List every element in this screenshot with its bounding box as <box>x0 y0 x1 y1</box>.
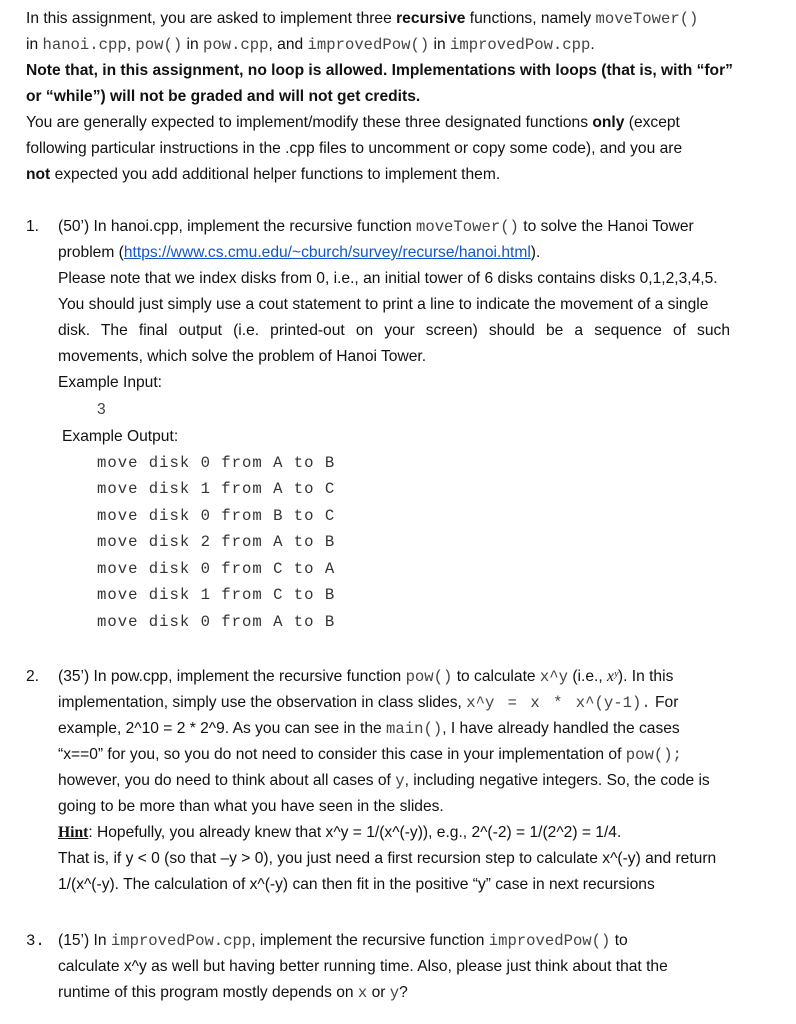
intro-line-6: following particular instructions in the .cpp files to uncomment or copy some code), and you are <box>26 140 683 157</box>
intro-line-1: In this assignment, you are asked to implement three recursive functions, namely moveTower() <box>26 10 699 28</box>
q1-line-4: You should just simply use a cout statement to print a line to indicate the movement of a single <box>58 296 709 313</box>
no-loop-note-2: or “while”) will not be graded and will not get credits. <box>26 88 421 105</box>
q2-line-1: (35’) In pow.cpp, implement the recursive function pow() to calculate x^y (i.e., xʸ). In this <box>58 668 674 686</box>
q3-line-2: calculate x^y as well but having better running time. Also, please just think about that the <box>58 958 668 975</box>
q2-line-5: however, you do need to think about all cases of y, including negative integers. So, the code is <box>58 772 710 790</box>
q1-line-6: movements, which solve the problem of Hanoi Tower. <box>58 348 427 365</box>
output-line: move disk 0 from C to A <box>97 560 336 578</box>
q1-line-5: disk. The final output (i.e. printed-out on your screen) should be a sequence of such <box>58 322 730 339</box>
example-input-label: Example Input: <box>58 374 163 391</box>
q2-line-3: example, 2^10 = 2 * 2^9. As you can see in the main(), I have already handled the cases <box>58 720 680 738</box>
q2-line-9: 1/(x^(-y). The calculation of x^(-y) can then fit in the positive “y” case in next recursions <box>58 876 655 893</box>
output-line: move disk 2 from A to B <box>97 533 336 551</box>
q1-line-3: Please note that we index disks from 0, i.e., an initial tower of 6 disks contains disks 0,1,2,3,4,5. <box>58 270 718 287</box>
intro-line-2: in hanoi.cpp, pow() in pow.cpp, and improvedPow() in improvedPow.cpp. <box>26 36 595 54</box>
output-line: move disk 0 from B to C <box>97 507 336 525</box>
q2-line-4: “x==0” for you, so you do not need to consider this case in your implementation of pow(); <box>58 746 682 764</box>
q3-number: 3. <box>26 932 45 950</box>
q2-line-8: That is, if y < 0 (so that –y > 0), you just need a first recursion step to calculate x^(-y) and return <box>58 850 717 867</box>
output-line: move disk 1 from C to B <box>97 586 336 604</box>
no-loop-note-1: Note that, in this assignment, no loop is allowed. Implementations with loops (that is, with “for” <box>26 62 733 79</box>
intro-line-5: You are generally expected to implement/modify these three designated functions only (except <box>26 114 680 131</box>
output-line: move disk 0 from A to B <box>97 454 336 472</box>
hanoi-link[interactable]: https://www.cs.cmu.edu/~cburch/survey/recurse/hanoi.html <box>123 244 531 261</box>
q1-line-1: (50’) In hanoi.cpp, implement the recursive function moveTower() to solve the Hanoi Tower <box>58 218 694 236</box>
q3-line-3: runtime of this program mostly depends on x or y? <box>58 984 408 1002</box>
q2-hint-line: Hint: Hopefully, you already knew that x^y = 1/(x^(-y)), e.g., 2^(-2) = 1/(2^2) = 1/4. <box>58 824 622 841</box>
hint-label: Hint <box>58 824 89 841</box>
q3-line-1: (15’) In improvedPow.cpp, implement the recursive function improvedPow() to <box>58 932 628 950</box>
example-input-value: 3 <box>97 401 106 418</box>
code-movetower: moveTower() <box>595 10 699 28</box>
q2-number: 2. <box>26 668 40 685</box>
example-output-label: Example Output: <box>62 428 179 445</box>
output-line: move disk 1 from A to C <box>97 480 336 498</box>
output-line: move disk 0 from A to B <box>97 613 336 631</box>
q1-line-2: problem (https://www.cs.cmu.edu/~cburch/survey/recurse/hanoi.html). <box>58 244 541 261</box>
q2-line-6: going to be more than what you have seen in the slides. <box>58 798 444 815</box>
q1-number: 1. <box>26 218 40 235</box>
q2-line-2: implementation, simply use the observation in class slides, x^y = x * x^(y-1). For <box>58 694 679 712</box>
intro-line-7: not expected you add additional helper functions to implement them. <box>26 166 501 183</box>
